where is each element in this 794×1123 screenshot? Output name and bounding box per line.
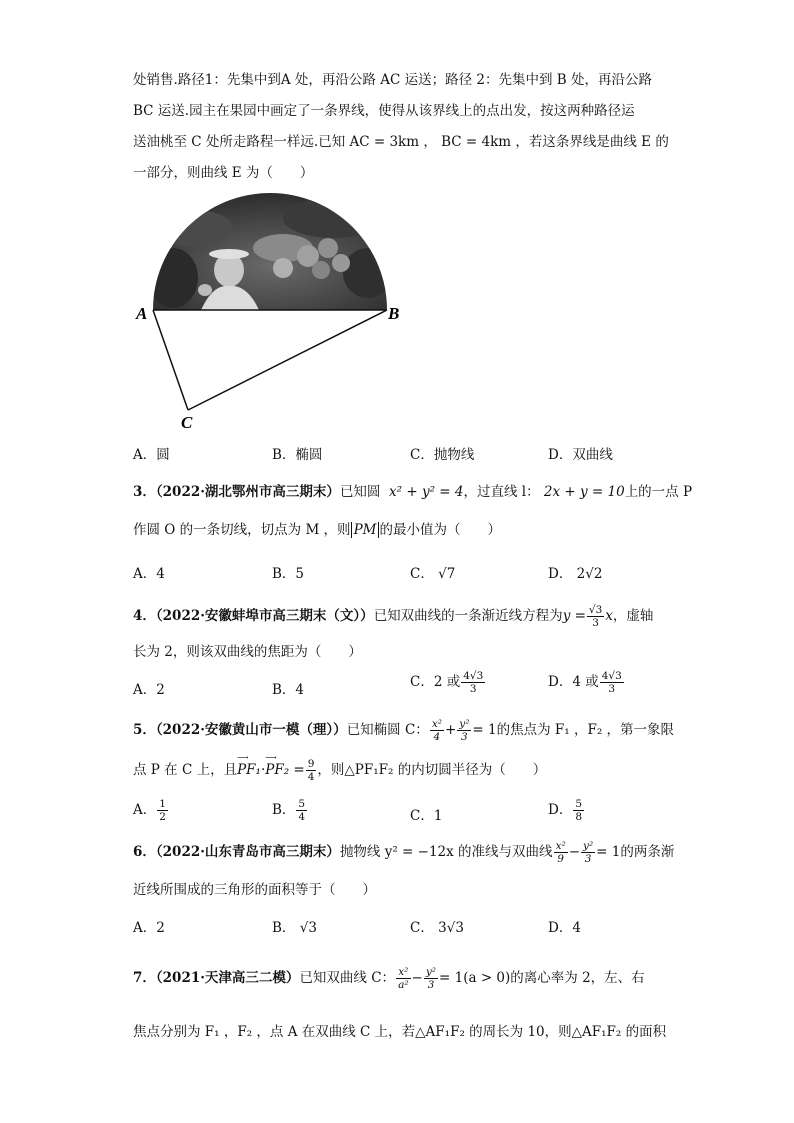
q5-number: 5． [133, 722, 156, 738]
q6-option-d: D．4 [548, 920, 581, 936]
q3-line-1: 3．（2022·湖北鄂州市高三期末）已知圆 x² + y² = 4，过直线 l： 2x + y = 10上的一点 P [133, 484, 693, 500]
point-a-label: A [136, 304, 148, 323]
q5-option-c: C．1 [410, 808, 443, 824]
q5-line-1: 5．（2022·安徽黄山市一模（理））已知椭圆 C： $\frac{\text{x²}}{4}$ + $\frac{\text{y²}}{3}$ = 1的焦点为 F₁ ，F₂ ，第一象限 [133, 718, 675, 743]
q3-option-d: D． 2√2 [548, 566, 603, 582]
q4-source: （2022·安徽蚌埠市高三期末（文）） [155, 608, 374, 624]
q4-number: 4． [133, 608, 156, 624]
segment-bc [188, 310, 387, 410]
intro-line-3: 送油桃至 C 处所走路程一样远.已知 AC = 3km ， BC = 4km ，若这条界线是曲线 E 的 [133, 134, 669, 150]
q5-source: （2022·安徽黄山市一模（理）） [155, 722, 347, 738]
q3-circle-eq: x² + y² = 4 [389, 484, 464, 500]
q3-line-eq: 2x + y = 10 [543, 484, 625, 500]
q4-option-c: C．2 或 $\frac{4√3}{3}$ [410, 670, 484, 695]
q3-pm-abs: PM [351, 522, 380, 538]
q3-line-2: 作圆 O 的一条切线，切点为 M ，则 PM 的最小值为（ ） [133, 522, 501, 538]
q5-vector-pf1: ⟶ PF₁ [237, 753, 261, 778]
q6-number: 6． [133, 844, 156, 860]
intro-line-4: 一部分，则曲线 E 为（ ） [133, 165, 314, 181]
q2-option-c: C．抛物线 [410, 447, 475, 463]
q6-source: （2022·山东青岛市高三期末） [155, 844, 340, 860]
orchard-photo [133, 188, 413, 318]
q5-option-b: B． $\frac{5}{4}$ [272, 798, 306, 823]
q7-line-2: 焦点分别为 F₁ ，F₂ ，点 A 在双曲线 C 上，若△AF₁F₂ 的周长为 10，则△AF₁F₂ 的面积 [133, 1024, 667, 1040]
q5-vector-pf2: ⟶ PF₂ [265, 753, 290, 778]
q2-option-b: B．椭圆 [272, 447, 323, 463]
q4-option-a: A．2 [133, 682, 165, 698]
q6-line-1: 6．（2022·山东青岛市高三期末）抛物线 y² = −12x 的准线与双曲线 $\frac{\text{x²}}{9}$ − $\frac{\text{y²}}{3}$ = 1的两条渐 [133, 840, 675, 865]
q6-option-c: C． 3√3 [410, 920, 464, 936]
q7-number: 7． [133, 970, 156, 986]
q3-option-a: A．4 [133, 566, 165, 582]
q6-line-2: 近线所围成的三角形的面积等于（ ） [133, 882, 376, 898]
q5-option-a: A． $\frac{1}{2}$ [133, 798, 166, 823]
q7-line-1: 7．（2021·天津高三二模）已知双曲线 C： $\frac{\text{x²}}{\text{a²}}$ − $\frac{\text{y²}}{3}$ = 1(a > 0)的离心率为 2，左、右 [133, 966, 645, 991]
q2-option-d: D．双曲线 [548, 447, 613, 463]
q4-line-2: 长为 2，则该双曲线的焦距为（ ） [133, 644, 362, 660]
q5-line-2: 点 P 在 C 上，且 ⟶ PF₁· ⟶ PF₂ = $\frac{9}{4}$ ，则△PF₁F₂ 的内切圆半径为（ ） [133, 753, 547, 783]
point-c-label: C [181, 413, 193, 432]
q4-option-b: B．4 [272, 682, 305, 698]
intro-line-2: BC 运送.园主在果园中画定了一条界线，使得从该界线上的点出发，按这两种路径运 [133, 103, 635, 119]
q3-option-b: B．5 [272, 566, 305, 582]
q6-option-a: A．2 [133, 920, 165, 936]
q6-option-b: B． √3 [272, 920, 317, 936]
q4-option-d: D．4 或 $\frac{4√3}{3}$ [548, 670, 622, 695]
point-b-label: B [388, 304, 400, 323]
segment-ac [153, 310, 188, 410]
q4-slope-fraction: $\frac{√3}{3}$ [588, 604, 603, 629]
q5-option-d: D． $\frac{5}{8}$ [548, 798, 583, 823]
q3-option-c: C． √7 [410, 566, 456, 582]
intro-line-1: 处销售.路径1：先集中到A 处，再沿公路 AC 运送；路径 2：先集中到 B 处，再沿公路 [133, 72, 652, 88]
q7-source: （2021·天津高三二模） [155, 970, 300, 986]
q2-option-a: A．圆 [133, 447, 170, 463]
q3-number: 3． [133, 484, 156, 500]
q3-source: （2022·湖北鄂州市高三期末） [155, 484, 340, 500]
q4-line-1: 4．（2022·安徽蚌埠市高三期末（文））已知双曲线的一条渐近线方程为y = $\frac{√3}{3}$ x，虚轴 [133, 604, 654, 629]
orchard-figure [133, 188, 413, 433]
